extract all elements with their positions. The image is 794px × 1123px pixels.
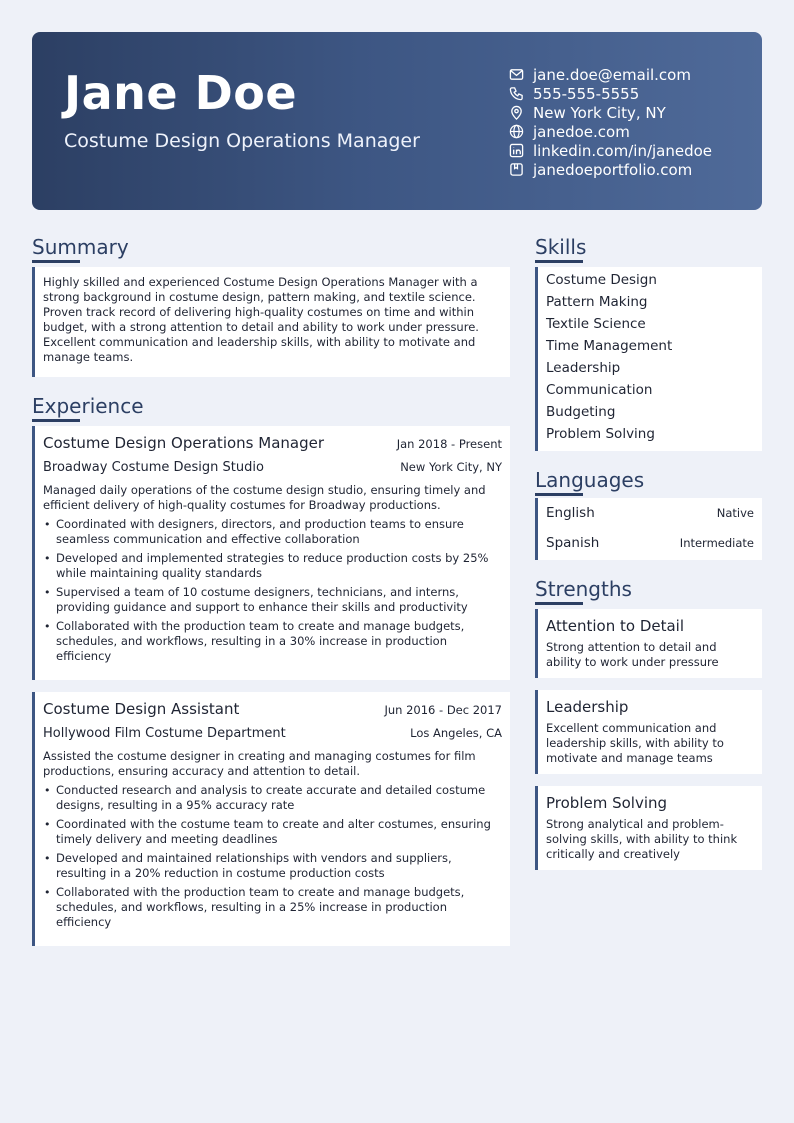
job-summary: Managed daily operations of the costume design studio, ensuring timely and efficient delivery of high-quality costumes for Broadway productions.	[43, 483, 486, 512]
strength-title: Problem Solving	[546, 794, 668, 812]
skill-item: Textile Science	[546, 316, 646, 332]
job-bullet: • Coordinated with the costume team to create and alter costumes, ensuring timely delivery and meeting deadlines	[43, 817, 502, 847]
job-company: Hollywood Film Costume Department	[43, 726, 286, 741]
language-row	[546, 498, 754, 528]
job-bullet: • Developed and implemented strategies to reduce production costs by 25% while maintaining quality standards	[43, 551, 502, 581]
skills-card	[535, 267, 762, 451]
languages-card	[535, 498, 762, 560]
contact-portfolio-text: janedoeportfolio.com	[533, 160, 693, 179]
experience-item	[32, 426, 510, 680]
email-icon	[507, 67, 525, 83]
experience-heading: Experience	[32, 394, 144, 418]
skill-item: Budgeting	[546, 404, 616, 420]
language-name: Spanish	[546, 535, 600, 551]
strength-title: Attention to Detail	[546, 617, 685, 635]
skill-item: Pattern Making	[546, 294, 648, 310]
contact-website[interactable]	[507, 122, 757, 141]
contact-phone-text: 555-555-5555	[533, 84, 640, 103]
globe-icon	[507, 124, 525, 140]
job-bullet: • Collaborated with the production team to create and manage budgets, schedules, and workflows, resulting in a 30% increase in production efficiency	[43, 619, 502, 664]
job-location: Los Angeles, CA	[410, 726, 502, 740]
language-level: Native	[716, 506, 754, 520]
job-bullets	[43, 783, 502, 930]
languages-heading-underline	[535, 493, 583, 496]
experience-heading-underline	[32, 419, 80, 422]
contact-email[interactable]	[507, 65, 757, 84]
experience-item	[32, 692, 510, 946]
job-bullet: • Developed and maintained relationships with vendors and suppliers, resulting in a 20% reduction in costume production costs	[43, 851, 502, 881]
job-bullet: • Coordinated with designers, directors, and production teams to ensure seamless communication and effective collaboration	[43, 517, 502, 547]
summary-card	[32, 267, 510, 377]
contact-phone[interactable]	[507, 84, 757, 103]
skills-heading-underline	[535, 260, 583, 263]
location-icon	[507, 105, 525, 121]
skill-item: Communication	[546, 382, 653, 398]
contact-location	[507, 103, 757, 122]
contact-linkedin[interactable]	[507, 141, 757, 160]
language-level: Intermediate	[679, 536, 754, 550]
job-bullet: • Conducted research and analysis to create accurate and detailed costume designs, resulting in a 95% accuracy rate	[43, 783, 502, 813]
strength-desc: Strong attention to detail and ability to work under pressure	[546, 640, 719, 669]
contact-location-text: New York City, NY	[533, 103, 666, 122]
strength-card	[535, 609, 762, 678]
skill-item: Time Management	[546, 338, 673, 354]
resume-header	[32, 32, 762, 210]
job-role: Costume Design Operations Manager	[43, 434, 325, 452]
contact-website-text: janedoe.com	[533, 122, 630, 141]
job-bullet: • Collaborated with the production team to create and manage budgets, schedules, and workflows, resulting in a 25% increase in production efficiency	[43, 885, 502, 930]
strength-desc: Excellent communication and leadership skills, with ability to motivate and manage teams	[546, 721, 724, 765]
phone-icon	[507, 86, 525, 102]
strengths-heading: Strengths	[535, 577, 632, 601]
skills-heading: Skills	[535, 235, 587, 259]
skill-item: Costume Design	[546, 272, 657, 288]
summary-heading-underline	[32, 260, 80, 263]
contact-email-text: jane.doe@email.com	[533, 65, 691, 84]
contact-portfolio[interactable]	[507, 160, 757, 179]
linkedin-icon	[507, 143, 525, 159]
summary-heading: Summary	[32, 235, 129, 259]
job-bullets	[43, 517, 502, 664]
language-row	[546, 528, 754, 558]
job-company: Broadway Costume Design Studio	[43, 460, 264, 475]
candidate-name: Jane Doe	[64, 66, 298, 120]
contact-list	[507, 65, 757, 179]
contact-linkedin-text: linkedin.com/in/janedoe	[533, 141, 713, 160]
job-summary: Assisted the costume designer in creating and managing costumes for film productions, ensuring accuracy and attention to detail.	[43, 749, 476, 778]
strength-card	[535, 786, 762, 870]
job-dates: Jun 2016 - Dec 2017	[384, 703, 502, 717]
portfolio-icon	[507, 162, 525, 178]
language-name: English	[546, 505, 595, 521]
languages-heading: Languages	[535, 468, 645, 492]
candidate-title: Costume Design Operations Manager	[64, 130, 420, 152]
summary-text: Highly skilled and experienced Costume Design Operations Manager with a strong background in costume design, pattern making, and textile science. Proven track record of delivering high-quality costumes on time and within budget, with a strong attention to detail and ability to work under pressure. Excellent communication and leadership skills, with ability to motivate and manage teams.	[43, 275, 479, 364]
strength-title: Leadership	[546, 698, 629, 716]
skill-item: Leadership	[546, 360, 621, 376]
job-dates: Jan 2018 - Present	[396, 437, 502, 451]
job-bullet: • Supervised a team of 10 costume designers, technicians, and interns, providing guidance and support to enhance their skills and productivity	[43, 585, 502, 615]
skill-item: Problem Solving	[546, 426, 655, 442]
job-location: New York City, NY	[400, 460, 502, 474]
job-role: Costume Design Assistant	[43, 700, 240, 718]
strength-desc: Strong analytical and problem-solving skills, with ability to think critically and creatively	[546, 817, 738, 861]
strength-card	[535, 690, 762, 774]
strengths-heading-underline	[535, 602, 583, 605]
